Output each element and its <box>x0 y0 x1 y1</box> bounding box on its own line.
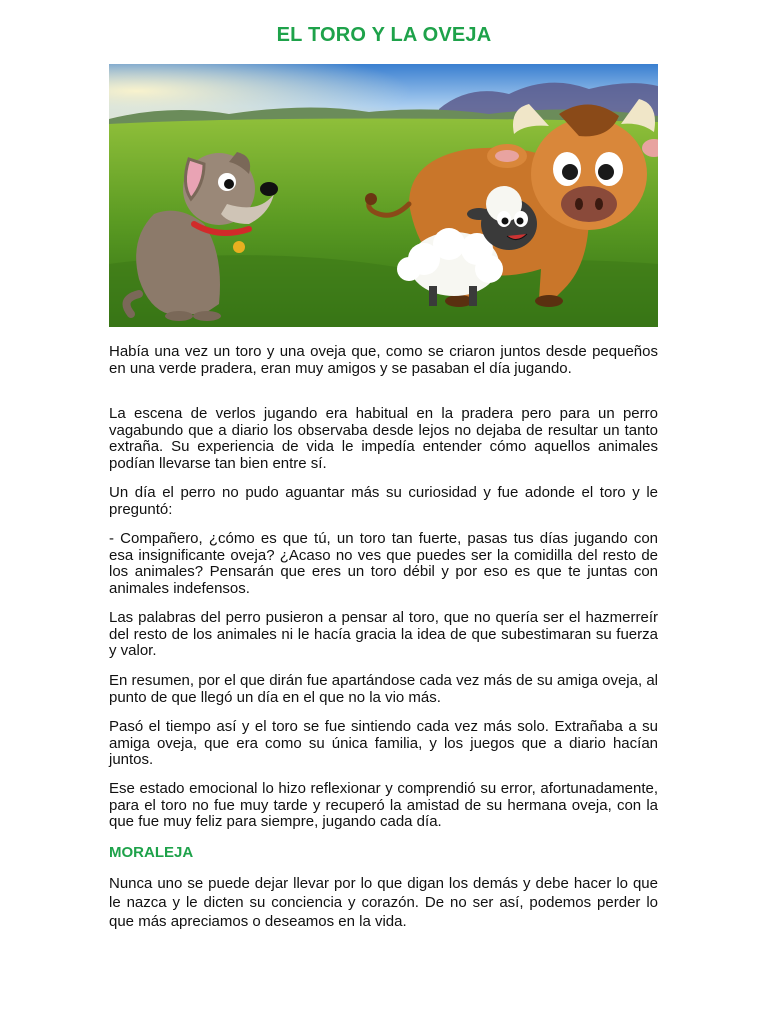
story-illustration <box>109 64 658 327</box>
story-paragraph: Las palabras del perro pusieron a pensar al toro, que no quería ser el hazmerreír del resto de los animales ni le hacía gracia la idea de que subestimaran su fuerza y valor. <box>109 609 658 659</box>
story-paragraph: Un día el perro no pudo aguantar más su curiosidad y fue adonde el toro y le preguntó: <box>109 484 658 518</box>
story-paragraph: La escena de verlos jugando era habitual en la pradera pero para un perro vagabundo que a diario los observaba desde lejos no dejaba de resultar un tanto extraña. Su experiencia de vida le impedía entender cómo aquellos animales podían llevarse tan bien entre sí. <box>109 405 658 472</box>
story-paragraph: Pasó el tiempo así y el toro se fue sintiendo cada vez más solo. Extrañaba a su amiga oveja, que era como su única familia, y los juegos que a diario hacían juntos. <box>109 718 658 768</box>
page-title: EL TORO Y LA OVEJA <box>276 24 492 46</box>
moral-text: Nunca uno se puede dejar llevar por lo que digan los demás y debe hacer lo que le nazca y le dicten su conciencia y corazón. De no ser así, podemos perder lo que más apreciamos o deseamos en la vida. <box>109 875 658 930</box>
story-paragraph: - Compañero, ¿cómo es que tú, un toro tan fuerte, pasas tus días jugando con esa insignificante oveja? ¿Acaso no ves que puedes ser la comidilla del resto de los animales? Pensarán que eres un toro débil y por eso es que te juntas con animales indefensos. <box>109 530 658 597</box>
story-paragraph: Había una vez un toro y una oveja que, como se criaron juntos desde pequeños en una verde pradera, eran muy amigos y se pasaban el día jugando. <box>109 343 658 377</box>
story-paragraph: Ese estado emocional lo hizo reflexionar y comprendió su error, afortunadamente, para el toro no fue muy tarde y recuperó la amistad de su hermana oveja, con la que fue muy feliz para siempre, jugando cada día. <box>109 780 658 830</box>
moral-heading: MORALEJA <box>109 844 194 861</box>
story-paragraph: En resumen, por el que dirán fue apartándose cada vez más de su amiga oveja, al punto de que llegó un día en el que no la vio más. <box>109 672 658 706</box>
